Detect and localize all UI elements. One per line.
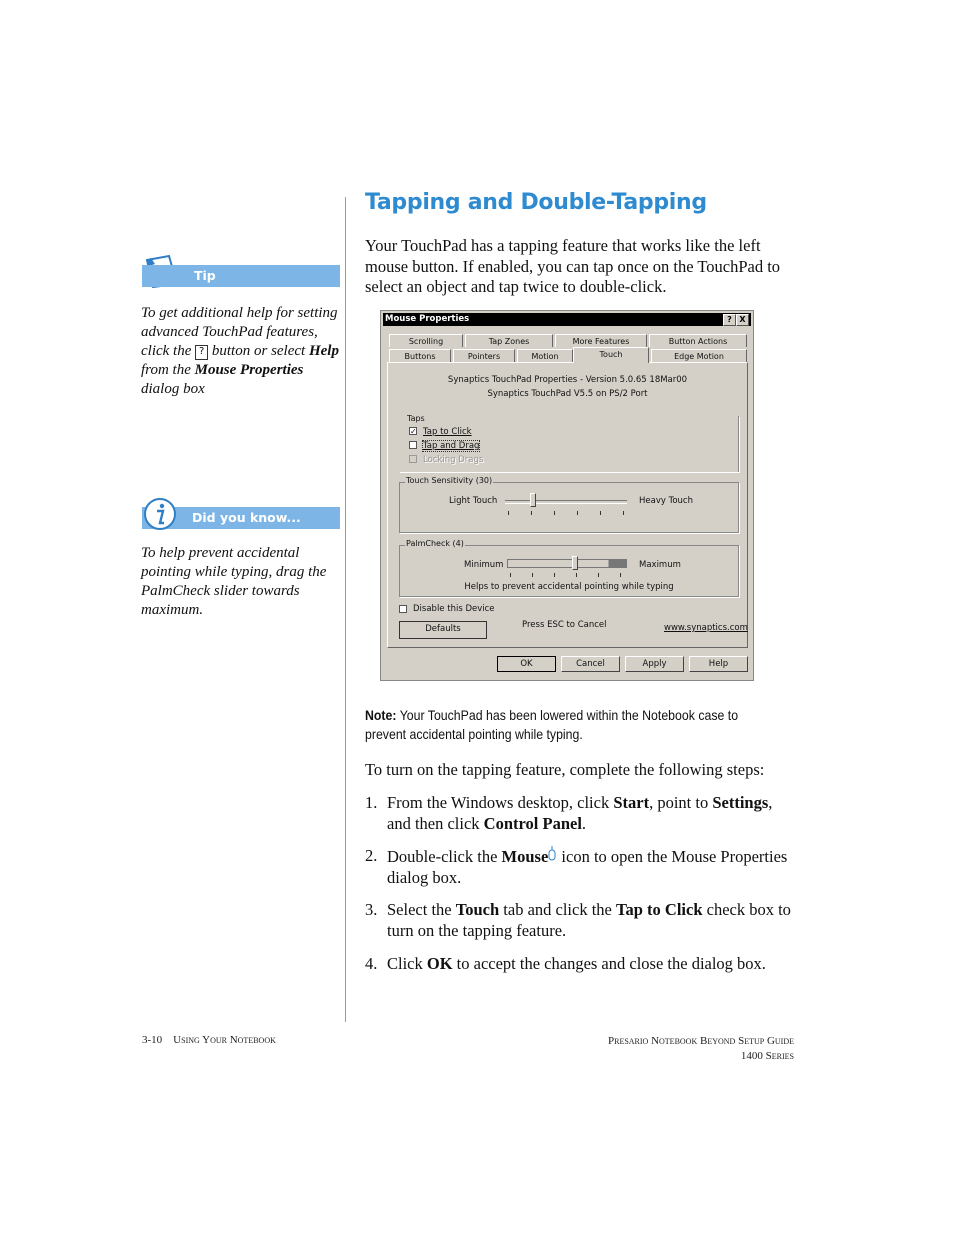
step-number: 4.	[365, 954, 378, 973]
maximum-label: Maximum	[639, 560, 681, 570]
sensitivity-slider-thumb[interactable]	[530, 493, 536, 507]
tap-and-drag-checkbox[interactable]	[409, 441, 417, 449]
help-icon[interactable]: ?	[723, 314, 736, 326]
cancel-button[interactable]: Cancel	[561, 656, 620, 672]
intro-paragraph: Your TouchPad has a tapping feature that works like the left mouse button. If enabled, you can tap once on the TouchPad to select an object and tap twice to double-click.	[365, 236, 781, 296]
palmcheck-track	[507, 559, 627, 568]
palmcheck-slider-thumb[interactable]	[572, 556, 578, 570]
note-label: Note:	[365, 707, 397, 723]
dialog-title: Mouse Properties	[385, 314, 470, 324]
tab-pointers[interactable]: Pointers	[453, 349, 515, 362]
tip-label: Tip	[194, 268, 216, 283]
minimum-label: Minimum	[464, 560, 504, 570]
synaptics-link[interactable]: www.synaptics.com	[664, 623, 748, 633]
tab-more-features[interactable]: More Features	[555, 334, 647, 347]
steps-intro: To turn on the tapping feature, complete the following steps:	[365, 760, 765, 779]
tip-text	[141, 304, 341, 399]
tip-bar	[142, 265, 340, 287]
footer-left	[142, 1034, 276, 1046]
tap-to-click-label: Tap to Click	[423, 427, 472, 437]
light-touch-label: Light Touch	[449, 496, 498, 506]
sensitivity-label: Touch Sensitivity (30)	[406, 476, 493, 485]
palmcheck-label: PalmCheck (4)	[406, 539, 464, 548]
page-number: 3-10	[142, 1034, 163, 1046]
dialog-titlebar	[383, 313, 751, 326]
defaults-button[interactable]: Defaults	[399, 621, 487, 639]
tab-edge-motion[interactable]: Edge Motion	[651, 349, 747, 362]
help-button[interactable]: Help	[689, 656, 748, 672]
mouse-icon	[548, 846, 557, 862]
note-paragraph	[365, 706, 779, 744]
sensitivity-track	[505, 500, 627, 504]
mouse-properties-dialog	[380, 310, 754, 681]
locking-drags-label: Locking Drags	[423, 455, 484, 465]
tab-touch[interactable]: Touch	[573, 347, 649, 363]
tab-tap-zones[interactable]: Tap Zones	[465, 334, 553, 347]
didyouknow-label: Did you know...	[192, 510, 301, 525]
page-heading: Tapping and Double-Tapping	[365, 190, 707, 215]
disable-device-label: Disable this Device	[413, 604, 495, 614]
step-number: 1.	[365, 793, 378, 812]
version-text: Synaptics TouchPad Properties - Version 5.0.65 18Mar00	[447, 375, 688, 385]
didyouknow-text: To help prevent accidental pointing while typing, drag the PalmCheck slider towards maximum.	[141, 545, 327, 618]
tip-text-a: To get additional help for setting advanced TouchPad features, click the	[141, 305, 338, 359]
esc-text: Press ESC to Cancel	[522, 620, 607, 630]
heavy-touch-label: Heavy Touch	[639, 496, 693, 506]
taps-label: Taps	[407, 414, 425, 423]
sensitivity-group	[399, 476, 739, 533]
ok-button[interactable]: OK	[497, 656, 556, 672]
help-button-icon: ?	[195, 345, 208, 360]
step-number: 2.	[365, 846, 378, 865]
tip-bold-help: Help	[308, 343, 339, 359]
tip-bold-props: Mouse Properties	[194, 362, 304, 378]
tip-text-b: button or select	[211, 343, 306, 359]
footer-right	[608, 1034, 794, 1064]
tab-motion[interactable]: Motion	[517, 349, 573, 362]
step-number: 3.	[365, 900, 378, 919]
tip-text-d: dialog box	[141, 381, 205, 397]
section-name: Using Your Notebook	[173, 1034, 276, 1046]
tap-and-drag-label: Tap and Drag	[423, 441, 480, 451]
tap-to-click-checkbox[interactable]: ✓	[410, 427, 417, 436]
taps-group	[399, 416, 739, 472]
tip-text-c: from the	[141, 362, 191, 378]
guide-title: Presario Notebook Beyond Setup Guide	[607, 1035, 794, 1047]
palmcheck-group	[399, 539, 739, 597]
info-icon	[143, 497, 177, 531]
apply-button[interactable]: Apply	[625, 656, 684, 672]
disable-device-checkbox[interactable]	[399, 605, 407, 613]
palmcheck-help-text: Helps to prevent accidental pointing while typing	[464, 582, 674, 592]
close-icon[interactable]: X	[736, 314, 749, 326]
column-divider	[345, 197, 346, 1022]
touch-panel	[387, 362, 748, 648]
tab-scrolling[interactable]: Scrolling	[389, 334, 463, 347]
note-text: Your TouchPad has been lowered within the Notebook case to prevent accidental pointing while typing.	[365, 707, 739, 742]
locking-drags-checkbox[interactable]	[409, 455, 417, 463]
port-text: Synaptics TouchPad V5.5 on PS/2 Port	[487, 389, 648, 399]
tab-button-actions[interactable]: Button Actions	[649, 334, 747, 347]
series-name: 1400 Series	[740, 1050, 794, 1062]
tab-buttons[interactable]: Buttons	[389, 349, 451, 362]
